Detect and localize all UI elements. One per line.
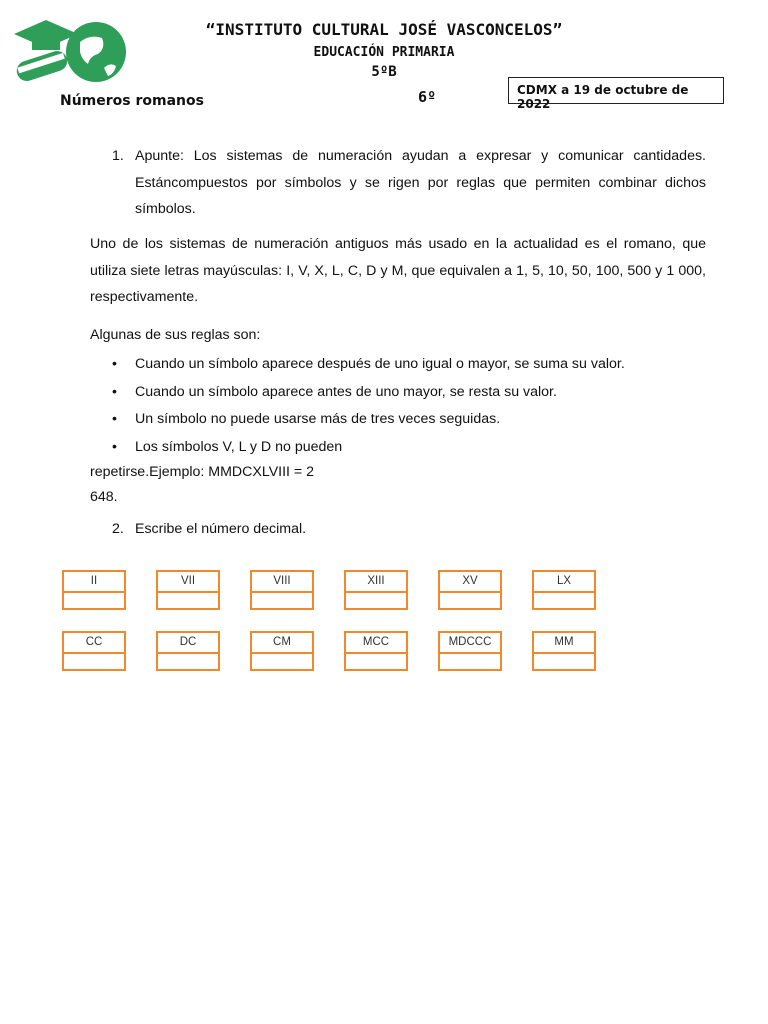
list-item: • Los símbolos V, L y D no pueden (90, 434, 710, 462)
item-2-number: 2. (112, 521, 124, 537)
roman-numeral: XIII (346, 572, 406, 593)
item-1-text: Apunte: Los sistemas de numeración ayudan a expresar y comunicar cantidades. Estáncompuestos por símbolos y se rigen por reglas que permiten combinar dichos símbolos. (135, 148, 706, 217)
school-name: “INSTITUTO CULTURAL JOSÉ VASCONCELOS” (205, 20, 563, 39)
item-1-number: 1. (112, 148, 124, 164)
roman-numeral: MDCCC (440, 633, 500, 654)
exercise-box[interactable] (344, 631, 408, 671)
date-box: CDMX a 19 de octubre de 2022 (508, 77, 724, 104)
exercise-box[interactable] (62, 570, 126, 610)
rules-list (90, 351, 710, 461)
roman-numeral: LX (534, 572, 594, 593)
roman-numeral: MM (534, 633, 594, 654)
intro-paragraph: Uno de los sistemas de numeración antiguos más usado en la actualidad es el romano, que utiliza siete letras mayúsculas: I, V, X, L, C, D y M, que equivalen a 1, 5, 10, 50, 100, 500 y 1 000, respectivamente. (90, 236, 706, 305)
item-2 (112, 521, 306, 537)
group-label: 5ºB (371, 64, 397, 80)
bullet-icon: • (112, 356, 117, 372)
exercise-box[interactable] (344, 570, 408, 610)
item-1 (90, 143, 706, 223)
roman-numeral: CM (252, 633, 312, 654)
subject-title: Números romanos (60, 93, 204, 109)
item-2-text: Escribe el número decimal. (135, 521, 307, 537)
list-item: • Cuando un símbolo aparece antes de uno mayor, se resta su valor. (90, 379, 710, 407)
roman-numeral: DC (158, 633, 218, 654)
roman-numeral: XV (440, 572, 500, 593)
exercise-box[interactable] (156, 570, 220, 610)
exercise-box[interactable] (250, 631, 314, 671)
roman-numeral: CC (64, 633, 124, 654)
exercise-box[interactable] (156, 631, 220, 671)
grade-label: 6º (418, 88, 437, 106)
exercise-box[interactable] (532, 631, 596, 671)
roman-numeral: II (64, 572, 124, 593)
exercise-box[interactable] (62, 631, 126, 671)
exercise-box[interactable] (438, 631, 502, 671)
bullet-icon: • (112, 438, 117, 455)
exercise-box[interactable] (438, 570, 502, 610)
bullet-icon: • (112, 383, 117, 400)
school-level: EDUCACIÓN PRIMARIA (313, 45, 455, 60)
list-item: • Cuando un símbolo aparece después de uno igual o mayor, se suma su valor. (90, 351, 710, 379)
example-text: repetirse.Ejemplo: MMDCXLVIII = 2 648. (90, 464, 315, 505)
exercise-box[interactable] (532, 570, 596, 610)
roman-numeral: VII (158, 572, 218, 593)
list-item: • Un símbolo no puede usarse más de tres veces seguidas. (90, 406, 710, 434)
rules-intro: Algunas de sus reglas son: (90, 327, 261, 343)
exercise-box[interactable] (250, 570, 314, 610)
bullet-icon: • (112, 411, 117, 427)
roman-numeral: VIII (252, 572, 312, 593)
roman-numeral: MCC (346, 633, 406, 654)
